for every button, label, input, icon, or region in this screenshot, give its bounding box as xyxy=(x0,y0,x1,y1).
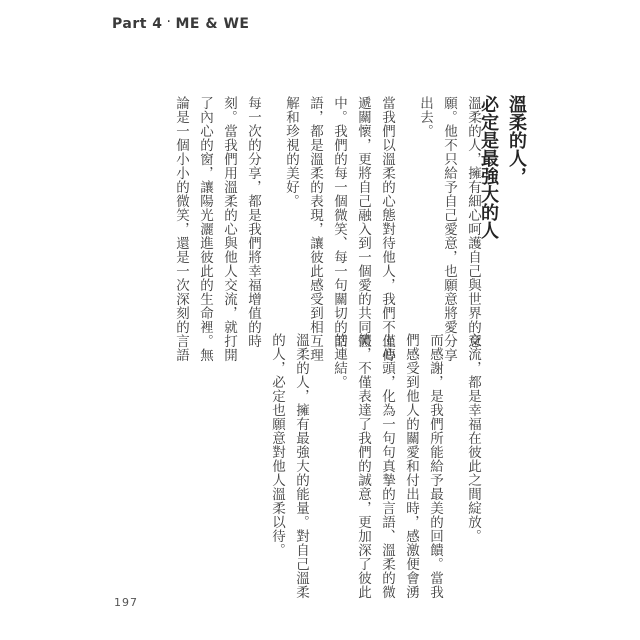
running-header xyxy=(112,16,249,32)
text-line: 每一次的分享，都是我們將幸福增值的時 xyxy=(245,96,261,348)
text-line: 刻。當我們用溫柔的心與他人交流，就打開 xyxy=(221,96,237,362)
paragraph-gap xyxy=(447,333,461,599)
upper-text-block xyxy=(169,96,485,362)
text-line: 交流，都是幸福在彼此之間綻放。 xyxy=(465,333,481,543)
lower-text-block xyxy=(265,333,485,599)
text-line: 的連結。 xyxy=(331,333,347,389)
paragraph-gap xyxy=(265,96,279,362)
text-line: 溫柔的人，擁有細心呵護自己與世界的意 xyxy=(465,96,481,348)
text-line: 了內心的窗，讓陽光灑進彼此的生命裡。無 xyxy=(197,96,213,362)
text-line: 上心頭，化為一句句真摯的言語、溫柔的微 xyxy=(379,333,395,599)
text-line: 語，都是溫柔的表現，讓彼此感受到相互理 xyxy=(307,96,323,362)
text-line: 笑，不僅表達了我們的誠意，更加深了彼此 xyxy=(355,333,371,599)
text-line: 們感受到他人的關愛和付出時，感激便會湧 xyxy=(403,333,419,599)
paragraph-gap xyxy=(399,96,413,362)
text-line: 中。我們的每一個微笑、每一句關切的話 xyxy=(331,96,347,348)
text-line: 出去。 xyxy=(417,96,433,138)
part-label: Part 4 xyxy=(112,16,163,32)
page-number: 197 xyxy=(114,596,138,609)
text-line: 願。他不只給予自己愛意，也願意將愛分享 xyxy=(441,96,457,362)
title-line-1: 溫柔的人， xyxy=(506,95,527,185)
text-line: 溫柔的人，擁有最強大的能量。對自己溫柔 xyxy=(293,333,309,599)
header-separator: · xyxy=(166,14,172,30)
text-line: 而感謝，是我們所能給予最美的回饋。當我 xyxy=(427,333,443,599)
section-label: ME & WE xyxy=(175,16,250,32)
text-line: 論是一個小小的微笑，還是一次深刻的言語 xyxy=(173,96,189,362)
paragraph-gap xyxy=(313,333,327,599)
text-line: 遞關懷，更將自己融入到一個愛的共同體 xyxy=(355,96,371,348)
title-line-2: 必定是最強大的人 xyxy=(478,95,499,239)
text-line: 解和珍視的美好。 xyxy=(283,96,299,208)
text-line: 當我們以溫柔的心態對待他人，我們不僅傳 xyxy=(379,96,395,362)
text-line: 的人，必定也願意對他人溫柔以待。 xyxy=(269,333,285,557)
